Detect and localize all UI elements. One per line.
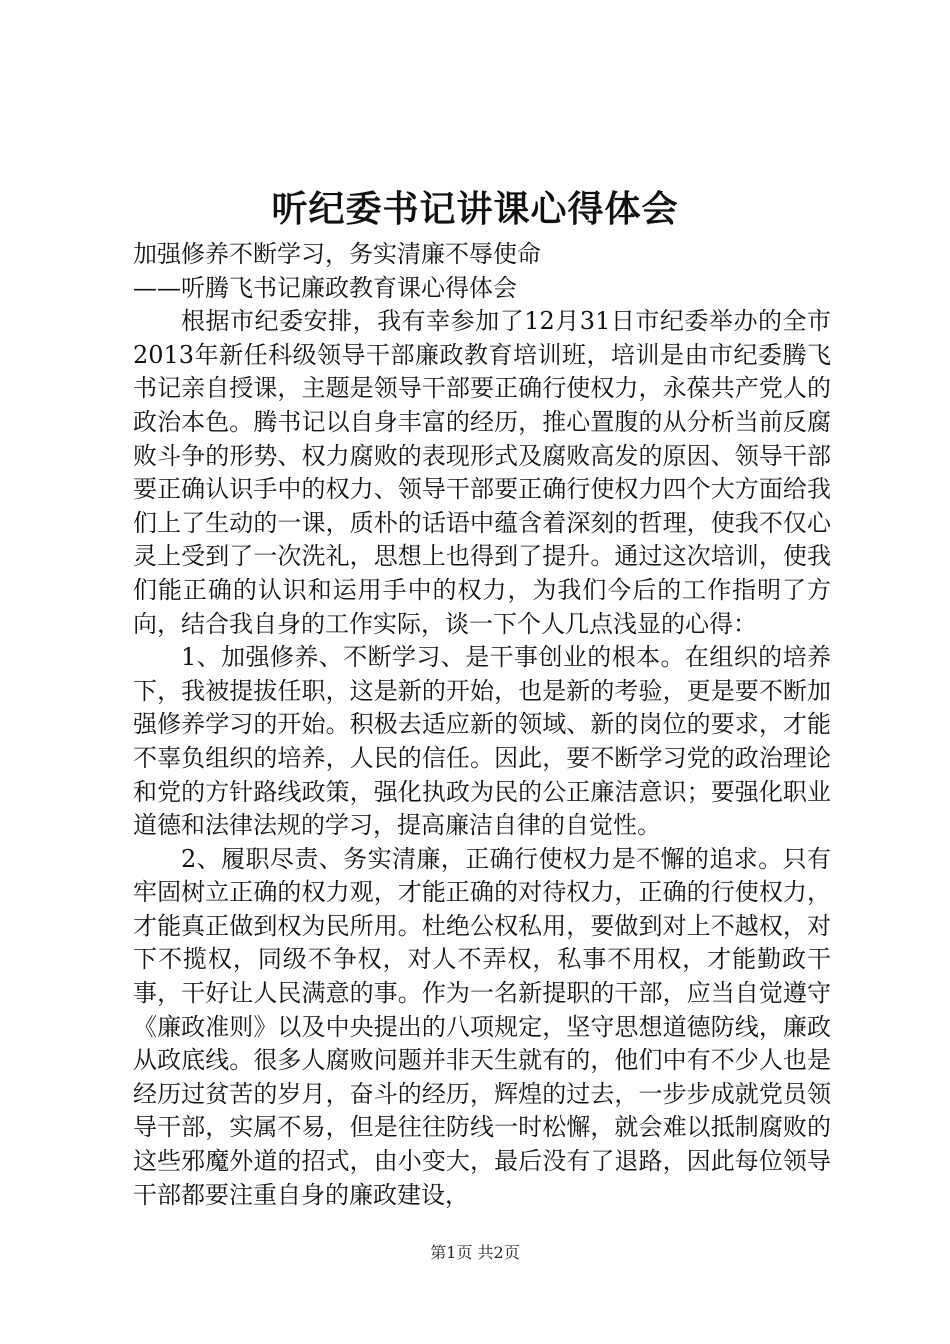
- page-footer: 第1页 共2页: [430, 1243, 520, 1262]
- document-title: 听纪委书记讲课心得体会: [271, 188, 679, 230]
- subtitle-line-2: ——听腾飞书记廉政教育课心得体会: [133, 273, 517, 302]
- subtitle-line-1: 加强修养不断学习，务实清廉不辱使命: [133, 240, 541, 268]
- paragraph-point-1: 1、加强修养、不断学习、是干事创业的根本。在组织的培养下，我被提拔任职，这是新的开始，也是新的考验，更是要不断加强修养学习的开始。积极去适应新的领域、新的岗位的要求，才能不辜负组织的培养，人民的信任。因此，要不断学习党的政治理论和党的方针路线政策，强化执政为民的公正廉洁意识；要强化职业道德和法律法规的学习，提高廉洁自律的自觉性。: [133, 643, 831, 840]
- document-body: [133, 238, 831, 1212]
- paragraph-point-2: 2、履职尽责、务实清廉，正确行使权力是不懈的追求。只有牢固树立正确的权力观，才能正确的对待权力，正确的行使权力，才能真正做到权为民所用。杜绝公权私用，要做到对上不越权，对下不揽权，同级不争权，对人不弄权，私事不用权，才能勤政干事，干好让人民满意的事。作为一名新提职的干部，应当自觉遵守《廉政准则》以及中央提出的八项规定，坚守思想道德防线，廉政从政底线。很多人腐败问题并非天生就有的，他们中有不少人也是经历过贫苦的岁月，奋斗的经历，辉煌的过去，一步步成就党员领导干部，实属不易，但是往往防线一时松懈，就会难以抵制腐败的这些邪魔外道的招式，由小变大，最后没有了退路，因此每位领导干部都要注重自身的廉政建设，: [133, 844, 831, 1209]
- paragraph-intro: 根据市纪委安排，我有幸参加了12月31日市纪委举办的全市2013年新任科级领导干部廉政教育培训班，培训是由市纪委腾飞书记亲自授课，主题是领导干部要正确行使权力，永葆共产党人的政治本色。腾书记以自身丰富的经历，推心置腹的从分析当前反腐败斗争的形势、权力腐败的表现形式及腐败高发的原因、领导干部要正确认识手中的权力、领导干部要正确行使权力四个大方面给我们上了生动的一课，质朴的话语中蕴含着深刻的哲理，使我不仅心灵上受到了一次洗礼，思想上也得到了提升。通过这次培训，使我们能正确的认识和运用手中的权力，为我们今后的工作指明了方向，结合我自身的工作实际，谈一下个人几点浅显的心得：: [133, 307, 831, 638]
